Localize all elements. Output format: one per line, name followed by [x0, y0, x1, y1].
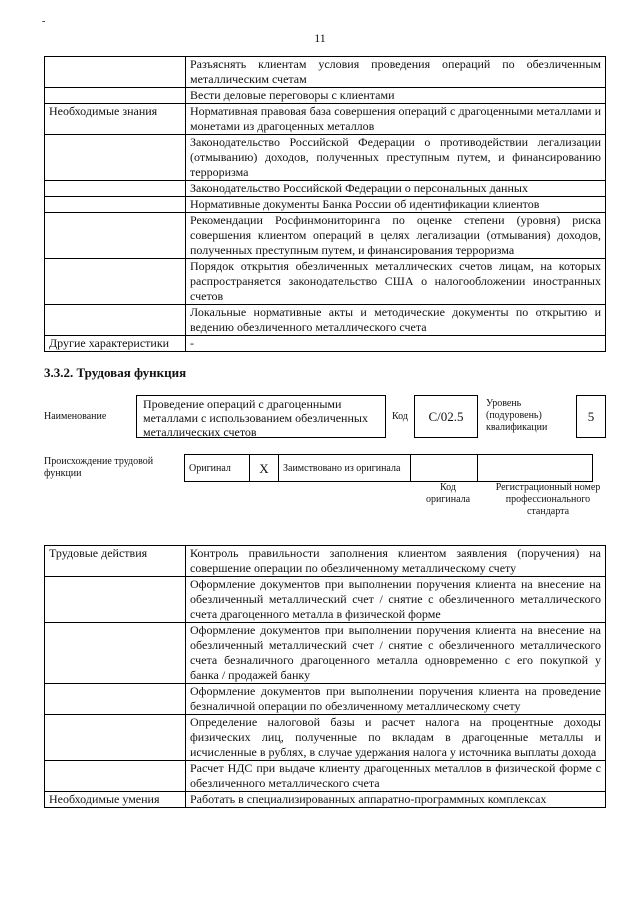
borrowed-label: Заимствовано из оригинала [279, 455, 411, 482]
row-label: Трудовые действия [45, 546, 186, 577]
registration-caption: Регистрационный номер профессионального стандарта [495, 482, 601, 517]
row-text: Законодательство Российской Федерации о персональных данных [186, 181, 606, 197]
row-label [45, 305, 186, 336]
table-row [45, 546, 606, 577]
table-row [45, 761, 606, 792]
row-text: Порядок открытия обезличенных металлических счетов лицам, на которых распространяется законодательство США о налогообложении иностранных счетов [186, 259, 606, 305]
row-label [45, 213, 186, 259]
section-title: 3.3.2. Трудовая функция [44, 365, 187, 380]
knowledge-table [44, 56, 606, 352]
table-row [45, 715, 606, 761]
row-label [45, 259, 186, 305]
table-row [45, 305, 606, 336]
table-row [45, 57, 606, 88]
table-row [45, 684, 606, 715]
row-label: Другие характеристики [45, 336, 186, 352]
row-label [45, 715, 186, 761]
row-label [45, 761, 186, 792]
row-text: Работать в специализированных аппаратно-программных комплексах [186, 792, 606, 808]
original-code-cell [411, 455, 478, 482]
original-mark: X [250, 455, 279, 482]
row-label [45, 135, 186, 181]
origin-label: Происхождение трудовой функции [44, 456, 154, 479]
row-text: Локальные нормативные акты и методические документы по открытию и ведению обезличенного металлического счета [186, 305, 606, 336]
level-label: Уровень (подуровень) квалификации [486, 398, 548, 433]
table-row [45, 135, 606, 181]
row-text: Расчет НДС при выдаче клиенту драгоценных металлов в физической форме с обезличенного металлического счета [186, 761, 606, 792]
registration-number-cell [478, 455, 593, 482]
row-text: Оформление документов при выполнении поручения клиента на внесение на обезличенный металлический счет / снятие с обезличенного металлического счета безналичного драгоценного металла одновременно с его покупкой у банка / продажей банку [186, 623, 606, 684]
code-caption: Код оригинала [425, 482, 471, 505]
table-row [45, 577, 606, 623]
row-text: Разъяснять клиентам условия проведения операций по обезличенным металлическим счетам [186, 57, 606, 88]
table-row [45, 623, 606, 684]
table-row [45, 88, 606, 104]
row-text: Определение налоговой базы и расчет налога на процентные доходы физических лиц, полученные по вкладам в драгоценные металлы и исчисленные в рублях, в случае удержания налога у источника выплаты дохода [186, 715, 606, 761]
table-row [45, 181, 606, 197]
row-label [45, 577, 186, 623]
table-row [45, 213, 606, 259]
name-label: Наименование [44, 411, 107, 422]
row-label [45, 684, 186, 715]
table-row [45, 259, 606, 305]
function-name-box: Проведение операций с драгоценными металлами с использованием обезличенных металлических счетов [136, 395, 386, 438]
row-text: Оформление документов при выполнении поручения клиента на проведение безналичной операции по обезличенному металлическому счету [186, 684, 606, 715]
actions-table [44, 545, 606, 808]
row-text: Законодательство Российской Федерации о противодействии легализации (отмыванию) доходов, полученных преступным путем, и финансированию терроризма [186, 135, 606, 181]
table-row [45, 792, 606, 808]
row-text: Вести деловые переговоры с клиентами [186, 88, 606, 104]
row-label [45, 197, 186, 213]
page-number: 11 [314, 31, 326, 45]
origin-table [184, 454, 593, 482]
original-label: Оригинал [185, 455, 250, 482]
row-label: Необходимые знания [45, 104, 186, 135]
row-text: Контроль правильности заполнения клиентом заявления (поручения) на совершение операции по обезличенному металлическому счету [186, 546, 606, 577]
row-text: Нормативная правовая база совершения операций с драгоценными металлами и монетами из драгоценных металлов [186, 104, 606, 135]
code-label: Код [392, 411, 408, 422]
row-label [45, 181, 186, 197]
row-text: - [186, 336, 606, 352]
row-label [45, 57, 186, 88]
row-label [45, 623, 186, 684]
page-mark: - [42, 16, 46, 27]
row-text: Оформление документов при выполнении поручения клиента на внесение на обезличенный металлический счет / снятие с обезличенного металлического счета драгоценного металла в физической форме [186, 577, 606, 623]
row-text: Нормативные документы Банка России об идентификации клиентов [186, 197, 606, 213]
row-text: Рекомендации Росфинмониторинга по оценке степени (уровня) риска совершения клиентом операций в целях легализации (отмывания) доходов, полученных преступным путем, и финансирования терроризма [186, 213, 606, 259]
table-row [45, 336, 606, 352]
table-row [45, 197, 606, 213]
level-box: 5 [576, 395, 606, 438]
function-code-box: C/02.5 [414, 395, 478, 438]
table-row [45, 104, 606, 135]
row-label: Необходимые умения [45, 792, 186, 808]
row-label [45, 88, 186, 104]
